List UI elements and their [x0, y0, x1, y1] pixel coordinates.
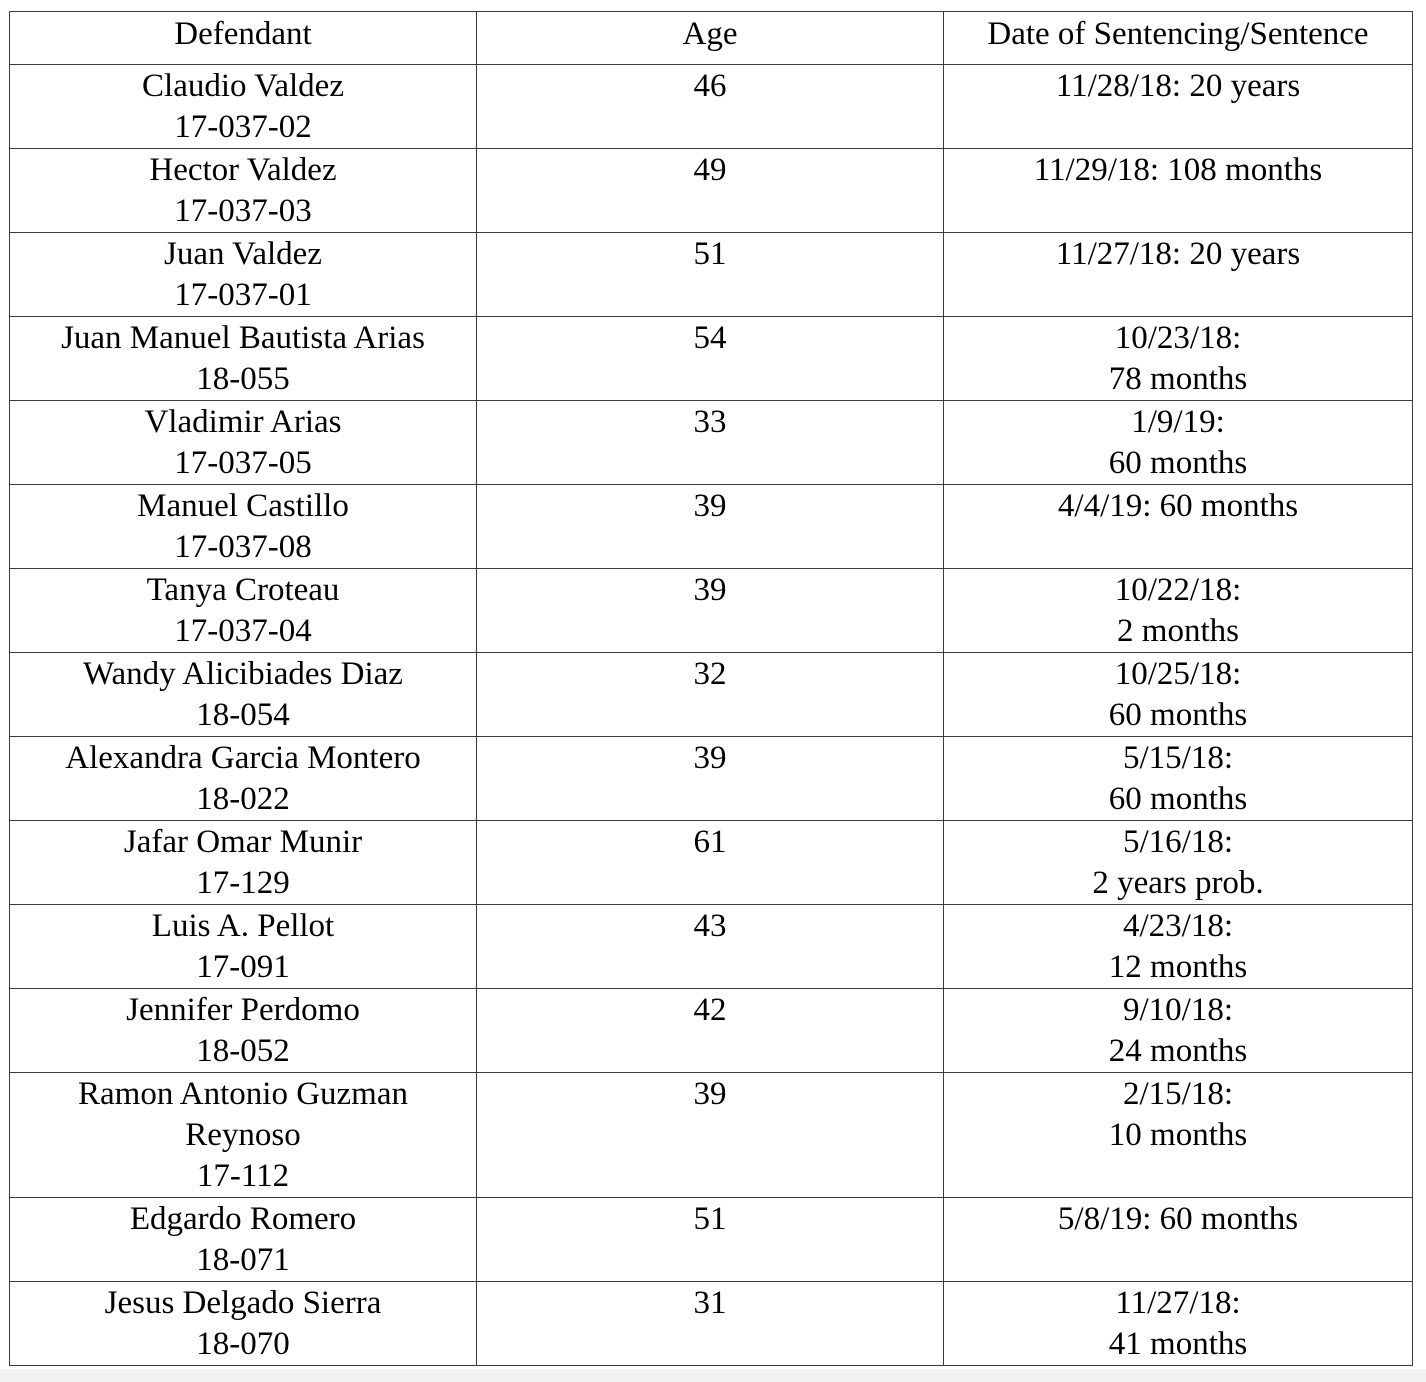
age-value: 39 [693, 740, 727, 776]
defendant-name: Luis A. Pellot [151, 908, 335, 944]
defendant-cell [10, 233, 477, 317]
case-number: 17-091 [196, 949, 290, 985]
defendant-name: Juan Valdez [164, 236, 322, 272]
sentence-text: 78 months [1108, 361, 1248, 397]
defendant-cell [10, 65, 477, 149]
case-number: 18-070 [196, 1326, 290, 1362]
sentence-text: 1/9/19: [1131, 404, 1225, 440]
defendant-cell [10, 821, 477, 905]
sentence-text: 2/15/18: [1122, 1076, 1233, 1112]
defendant-cell [10, 317, 477, 401]
defendant-cell [10, 485, 477, 569]
sentence-text: 60 months [1108, 445, 1248, 481]
sentence-text: 5/16/18: [1122, 824, 1233, 860]
sentence-text: 10/23/18: [1114, 320, 1242, 356]
defendant-name: Vladimir Arias [144, 404, 342, 440]
age-value: 61 [693, 824, 727, 860]
sentence-text: 9/10/18: [1122, 992, 1233, 1028]
age-cell [477, 821, 944, 905]
sentence-cell [944, 821, 1413, 905]
sentencing-table [9, 11, 1413, 1366]
table-row [10, 65, 1413, 149]
defendant-name: Reynoso [185, 1117, 301, 1153]
sentence-text: 5/15/18: [1122, 740, 1233, 776]
sentence-cell [944, 905, 1413, 989]
table-header [10, 12, 1413, 65]
age-value: 32 [693, 656, 727, 692]
sentence-cell [944, 569, 1413, 653]
sentence-text: 10 months [1108, 1117, 1248, 1153]
table-row [10, 317, 1413, 401]
case-number: 17-037-04 [174, 613, 312, 649]
sentence-text: 24 months [1108, 1033, 1248, 1069]
sentence-cell [944, 401, 1413, 485]
case-number: 18-052 [196, 1033, 290, 1069]
sentence-cell [944, 737, 1413, 821]
sentence-text: 60 months [1108, 781, 1248, 817]
defendant-cell [10, 989, 477, 1073]
defendant-cell [10, 569, 477, 653]
age-cell [477, 149, 944, 233]
age-cell [477, 401, 944, 485]
defendant-name: Edgardo Romero [129, 1201, 357, 1237]
age-cell [477, 65, 944, 149]
sentence-text: 10/25/18: [1114, 656, 1242, 692]
case-number: 17-037-08 [174, 529, 312, 565]
age-value: 43 [693, 908, 727, 944]
table-row [10, 569, 1413, 653]
case-number: 18-022 [196, 781, 290, 817]
sentence-text: 2 months [1117, 613, 1239, 649]
defendant-name: Jafar Omar Munir [123, 824, 363, 860]
header-sentence: Date of Sentencing/Sentence [944, 12, 1413, 65]
table-row [10, 1073, 1413, 1198]
age-value: 51 [693, 236, 727, 272]
defendant-name: Claudio Valdez [142, 68, 344, 104]
table-row [10, 821, 1413, 905]
case-number: 17-129 [196, 865, 290, 901]
sentence-text: 4/23/18: [1122, 908, 1233, 944]
table-row [10, 905, 1413, 989]
sentence-cell [944, 149, 1413, 233]
case-number: 17-037-02 [174, 109, 312, 145]
defendant-name: Alexandra Garcia Montero [65, 740, 421, 776]
defendant-cell [10, 401, 477, 485]
table-row [10, 233, 1413, 317]
sentence-text: 11/28/18: 20 years [1055, 68, 1301, 104]
age-value: 39 [693, 488, 727, 524]
header-row [10, 12, 1413, 65]
sentence-cell [944, 989, 1413, 1073]
age-cell [477, 1198, 944, 1282]
case-number: 18-054 [196, 697, 290, 733]
age-value: 49 [693, 152, 727, 188]
defendant-name: Wandy Alicibiades Diaz [83, 656, 403, 692]
defendant-cell [10, 653, 477, 737]
sentence-text: 12 months [1108, 949, 1248, 985]
age-cell [477, 1282, 944, 1366]
sentence-cell [944, 485, 1413, 569]
sentence-text: 41 months [1108, 1326, 1248, 1362]
sentence-text: 11/29/18: 108 months [1033, 152, 1323, 188]
age-value: 51 [693, 1201, 727, 1237]
sentence-text: 11/27/18: 20 years [1055, 236, 1301, 272]
age-value: 46 [693, 68, 727, 104]
sentence-text: 4/4/19: 60 months [1057, 488, 1299, 524]
table-row [10, 737, 1413, 821]
table-body [10, 65, 1413, 1366]
age-value: 54 [693, 320, 727, 356]
age-value: 39 [693, 1076, 727, 1112]
age-cell [477, 653, 944, 737]
age-value: 42 [693, 992, 727, 1028]
age-cell [477, 737, 944, 821]
age-cell [477, 989, 944, 1073]
table-row [10, 989, 1413, 1073]
sentence-cell [944, 1073, 1413, 1198]
sentence-text: 5/8/19: 60 months [1057, 1201, 1299, 1237]
age-cell [477, 485, 944, 569]
table-row [10, 653, 1413, 737]
defendant-cell [10, 149, 477, 233]
table-row [10, 401, 1413, 485]
defendant-cell [10, 1073, 477, 1198]
defendant-cell [10, 905, 477, 989]
age-cell [477, 317, 944, 401]
sentence-cell [944, 1198, 1413, 1282]
age-value: 33 [693, 404, 727, 440]
sentence-text: 60 months [1108, 697, 1248, 733]
defendant-cell [10, 737, 477, 821]
case-number: 17-037-03 [174, 193, 312, 229]
defendant-name: Jennifer Perdomo [126, 992, 360, 1028]
age-cell [477, 1073, 944, 1198]
defendant-cell [10, 1198, 477, 1282]
case-number: 17-037-01 [174, 277, 312, 313]
age-cell [477, 569, 944, 653]
age-value: 31 [693, 1285, 727, 1321]
defendant-name: Tanya Croteau [146, 572, 340, 608]
defendant-name: Hector Valdez [149, 152, 337, 188]
defendant-cell [10, 1282, 477, 1366]
sentence-cell [944, 317, 1413, 401]
case-number: 18-071 [196, 1242, 290, 1278]
sentence-cell [944, 1282, 1413, 1366]
header-defendant: Defendant [10, 12, 477, 65]
sentence-text: 11/27/18: [1115, 1285, 1241, 1321]
sentence-cell [944, 65, 1413, 149]
sentence-cell [944, 233, 1413, 317]
page-bottom-edge [0, 1369, 1426, 1382]
age-cell [477, 233, 944, 317]
defendant-name: Juan Manuel Bautista Arias [61, 320, 425, 356]
sentence-text: 2 years prob. [1092, 865, 1264, 901]
case-number: 17-112 [196, 1158, 290, 1194]
table-row [10, 1198, 1413, 1282]
header-age: Age [477, 12, 944, 65]
sentence-cell [944, 653, 1413, 737]
table-row [10, 485, 1413, 569]
age-value: 39 [693, 572, 727, 608]
case-number: 18-055 [196, 361, 290, 397]
defendant-name: Jesus Delgado Sierra [104, 1285, 382, 1321]
case-number: 17-037-05 [174, 445, 312, 481]
table-row [10, 1282, 1413, 1366]
sentence-text: 10/22/18: [1114, 572, 1242, 608]
table-row [10, 149, 1413, 233]
defendant-name: Manuel Castillo [137, 488, 349, 524]
age-cell [477, 905, 944, 989]
defendant-name: Ramon Antonio Guzman [78, 1076, 408, 1112]
